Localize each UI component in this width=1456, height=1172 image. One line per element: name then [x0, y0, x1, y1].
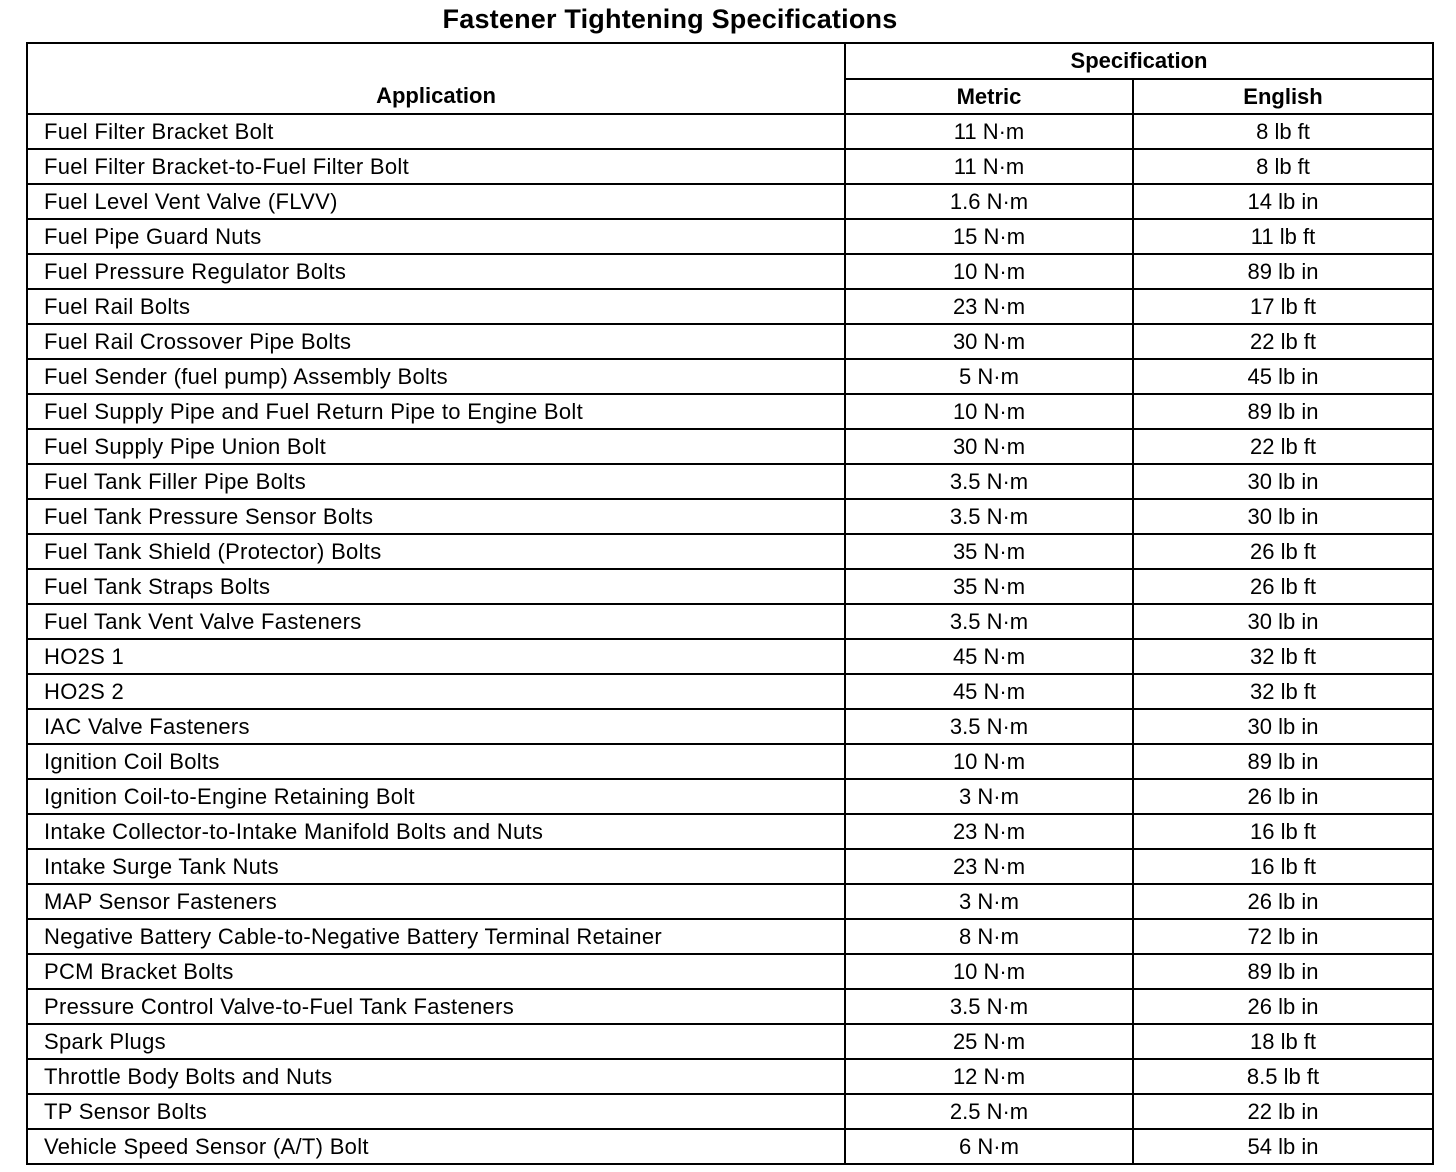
cell-metric: 35 N·m — [845, 534, 1133, 569]
table-row — [27, 324, 1433, 359]
cell-application: Fuel Supply Pipe Union Bolt — [27, 429, 845, 464]
cell-english: 17 lb ft — [1133, 289, 1433, 324]
cell-metric: 35 N·m — [845, 569, 1133, 604]
cell-application: Fuel Supply Pipe and Fuel Return Pipe to Engine Bolt — [27, 394, 845, 429]
cell-english: 14 lb in — [1133, 184, 1433, 219]
table-row — [27, 569, 1433, 604]
table-row — [27, 429, 1433, 464]
cell-english: 26 lb ft — [1133, 534, 1433, 569]
cell-application: Fuel Pipe Guard Nuts — [27, 219, 845, 254]
cell-metric: 11 N·m — [845, 114, 1133, 149]
cell-english: 89 lb in — [1133, 394, 1433, 429]
table-row — [27, 954, 1433, 989]
cell-metric: 3 N·m — [845, 779, 1133, 814]
cell-metric: 23 N·m — [845, 849, 1133, 884]
cell-english: 72 lb in — [1133, 919, 1433, 954]
table-row — [27, 184, 1433, 219]
cell-english: 89 lb in — [1133, 744, 1433, 779]
cell-application: Fuel Tank Straps Bolts — [27, 569, 845, 604]
cell-metric: 2.5 N·m — [845, 1094, 1133, 1129]
cell-english: 16 lb ft — [1133, 814, 1433, 849]
cell-metric: 45 N·m — [845, 674, 1133, 709]
cell-application: Fuel Sender (fuel pump) Assembly Bolts — [27, 359, 845, 394]
cell-metric: 3 N·m — [845, 884, 1133, 919]
table-row — [27, 1059, 1433, 1094]
cell-english: 8 lb ft — [1133, 114, 1433, 149]
fastener-spec-table — [26, 42, 1434, 1165]
cell-metric: 10 N·m — [845, 744, 1133, 779]
cell-application: Pressure Control Valve-to-Fuel Tank Fasteners — [27, 989, 845, 1024]
table-row — [27, 744, 1433, 779]
table-row — [27, 709, 1433, 744]
table-row — [27, 1094, 1433, 1129]
cell-english: 18 lb ft — [1133, 1024, 1433, 1059]
cell-metric: 3.5 N·m — [845, 464, 1133, 499]
table-row — [27, 639, 1433, 674]
cell-metric: 10 N·m — [845, 394, 1133, 429]
table-row — [27, 254, 1433, 289]
cell-application: MAP Sensor Fasteners — [27, 884, 845, 919]
cell-metric: 5 N·m — [845, 359, 1133, 394]
cell-english: 8 lb ft — [1133, 149, 1433, 184]
table-row — [27, 114, 1433, 149]
cell-english: 30 lb in — [1133, 604, 1433, 639]
cell-english: 22 lb in — [1133, 1094, 1433, 1129]
cell-application: Ignition Coil-to-Engine Retaining Bolt — [27, 779, 845, 814]
table-row — [27, 289, 1433, 324]
cell-metric: 10 N·m — [845, 954, 1133, 989]
table-row — [27, 919, 1433, 954]
cell-metric: 30 N·m — [845, 324, 1133, 359]
table-row — [27, 499, 1433, 534]
table-row — [27, 779, 1433, 814]
table-row — [27, 464, 1433, 499]
cell-application: Vehicle Speed Sensor (A/T) Bolt — [27, 1129, 845, 1164]
cell-english: 26 lb in — [1133, 989, 1433, 1024]
cell-metric: 3.5 N·m — [845, 989, 1133, 1024]
table-row — [27, 1024, 1433, 1059]
table-row — [27, 1129, 1433, 1164]
cell-application: Fuel Level Vent Valve (FLVV) — [27, 184, 845, 219]
cell-application: Ignition Coil Bolts — [27, 744, 845, 779]
column-header-application: Application — [27, 43, 845, 114]
cell-application: Intake Surge Tank Nuts — [27, 849, 845, 884]
column-header-specification: Specification — [845, 43, 1433, 79]
cell-application: Intake Collector-to-Intake Manifold Bolts and Nuts — [27, 814, 845, 849]
table-body — [27, 114, 1433, 1164]
cell-application: HO2S 1 — [27, 639, 845, 674]
cell-english: 26 lb ft — [1133, 569, 1433, 604]
table-row — [27, 814, 1433, 849]
cell-application: Fuel Pressure Regulator Bolts — [27, 254, 845, 289]
cell-metric: 3.5 N·m — [845, 499, 1133, 534]
cell-application: Negative Battery Cable-to-Negative Battery Terminal Retainer — [27, 919, 845, 954]
cell-english: 32 lb ft — [1133, 674, 1433, 709]
cell-application: IAC Valve Fasteners — [27, 709, 845, 744]
cell-application: Fuel Tank Pressure Sensor Bolts — [27, 499, 845, 534]
cell-application: Fuel Filter Bracket Bolt — [27, 114, 845, 149]
cell-application: TP Sensor Bolts — [27, 1094, 845, 1129]
table-row — [27, 359, 1433, 394]
cell-metric: 8 N·m — [845, 919, 1133, 954]
table-row — [27, 219, 1433, 254]
cell-application: Fuel Filter Bracket-to-Fuel Filter Bolt — [27, 149, 845, 184]
cell-english: 22 lb ft — [1133, 324, 1433, 359]
cell-application: Throttle Body Bolts and Nuts — [27, 1059, 845, 1094]
cell-english: 30 lb in — [1133, 709, 1433, 744]
cell-application: Fuel Rail Crossover Pipe Bolts — [27, 324, 845, 359]
table-row — [27, 989, 1433, 1024]
table-row — [27, 849, 1433, 884]
cell-metric: 3.5 N·m — [845, 709, 1133, 744]
column-header-metric: Metric — [845, 79, 1133, 114]
cell-metric: 12 N·m — [845, 1059, 1133, 1094]
cell-english: 16 lb ft — [1133, 849, 1433, 884]
cell-english: 30 lb in — [1133, 464, 1433, 499]
cell-english: 54 lb in — [1133, 1129, 1433, 1164]
cell-metric: 23 N·m — [845, 289, 1133, 324]
cell-english: 26 lb in — [1133, 779, 1433, 814]
cell-application: HO2S 2 — [27, 674, 845, 709]
table-row — [27, 604, 1433, 639]
cell-metric: 11 N·m — [845, 149, 1133, 184]
cell-english: 89 lb in — [1133, 954, 1433, 989]
cell-english: 45 lb in — [1133, 359, 1433, 394]
cell-english: 26 lb in — [1133, 884, 1433, 919]
cell-metric: 25 N·m — [845, 1024, 1133, 1059]
cell-metric: 1.6 N·m — [845, 184, 1133, 219]
cell-english: 30 lb in — [1133, 499, 1433, 534]
cell-metric: 30 N·m — [845, 429, 1133, 464]
cell-metric: 10 N·m — [845, 254, 1133, 289]
cell-english: 8.5 lb ft — [1133, 1059, 1433, 1094]
header-row-top — [27, 43, 1433, 79]
cell-metric: 6 N·m — [845, 1129, 1133, 1164]
cell-application: Fuel Rail Bolts — [27, 289, 845, 324]
cell-application: Fuel Tank Filler Pipe Bolts — [27, 464, 845, 499]
table-row — [27, 884, 1433, 919]
cell-metric: 45 N·m — [845, 639, 1133, 674]
cell-english: 32 lb ft — [1133, 639, 1433, 674]
cell-english: 89 lb in — [1133, 254, 1433, 289]
page-title: Fastener Tightening Specifications — [442, 4, 898, 34]
cell-english: 11 lb ft — [1133, 219, 1433, 254]
table-row — [27, 149, 1433, 184]
cell-application: PCM Bracket Bolts — [27, 954, 845, 989]
table-row — [27, 394, 1433, 429]
table-row — [27, 674, 1433, 709]
cell-metric: 3.5 N·m — [845, 604, 1133, 639]
cell-english: 22 lb ft — [1133, 429, 1433, 464]
cell-application: Fuel Tank Shield (Protector) Bolts — [27, 534, 845, 569]
cell-metric: 15 N·m — [845, 219, 1133, 254]
cell-application: Spark Plugs — [27, 1024, 845, 1059]
column-header-english: English — [1133, 79, 1433, 114]
table-header — [27, 43, 1433, 114]
cell-metric: 23 N·m — [845, 814, 1133, 849]
cell-application: Fuel Tank Vent Valve Fasteners — [27, 604, 845, 639]
table-row — [27, 534, 1433, 569]
